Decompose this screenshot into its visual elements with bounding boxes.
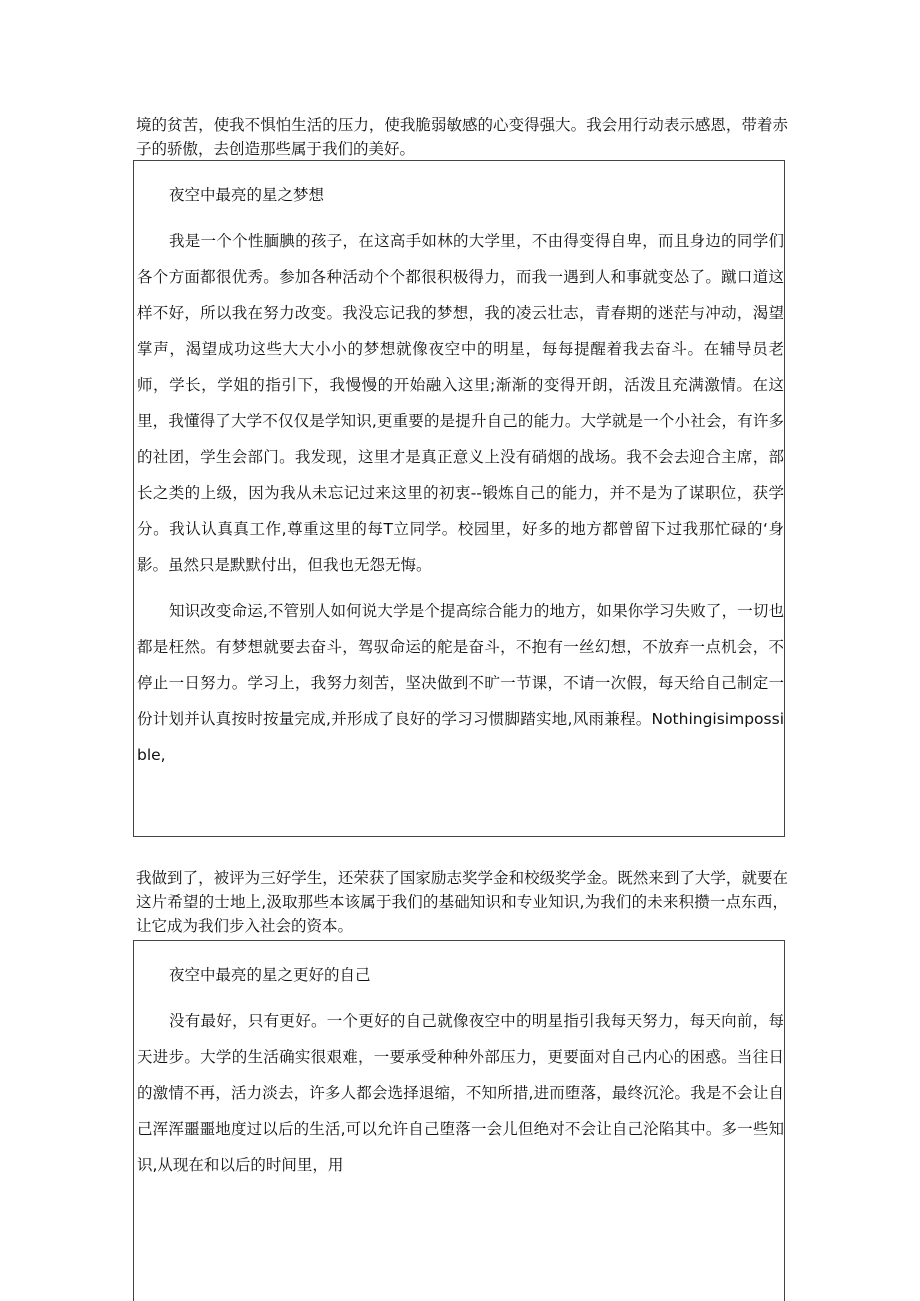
section-paragraph: 知识改变命运,不管别人如何说大学是个提高综合能力的地方，如果你学习失败了，一切也都是枉然。有梦想就要去奋斗，驾驭命运的舵是奋斗，不抱有一丝幻想，不放弃一点机会，不停止一日努力。学习上，我努力刻苦，坚决做到不旷一节课，不请一次假，每天给自己制定一份计划并认真按时按量完成,并形成了良好的学习习惯脚踏实地,风雨兼程。Nothingisimpossible,: [137, 602, 784, 764]
section-box-dream: [133, 160, 785, 837]
middle-paragraph: 我做到了，被评为三好学生，还荣获了国家励志奖学金和校级奖学金。既然来到了大学，就要在这片希望的士地上,汲取那些本该属于我们的基础知识和专业知识,为我们的未来积攒一点东西，让它成为我们步入社会的资本。: [136, 869, 788, 935]
section-box-better-self: [133, 940, 785, 1301]
section-paragraph: 没有最好，只有更好。一个更好的自己就像夜空中的明星指引我每天努力，每天向前，每天进步。大学的生活确实很艰难，一要承受种种外部压力，更要面对自己内心的困惑。当往日的激情不再，活力淡去，许多人都会选择退缩，不知所措,进而堕落，最终沉沦。我是不会让自己浑浑噩噩地度过以后的生活,可以允许自己堕落一会儿但绝对不会让自己沦陷其中。多一些知识,从现在和以后的时间里，用: [137, 1012, 784, 1174]
section-title: 夜空中最亮的星之更好的自己: [169, 966, 371, 984]
top-paragraph: 境的贫苦，使我不惧怕生活的压力，使我脆弱敏感的心变得强大。我会用行动表示感恩，带着赤子的骄傲，去创造那些属于我们的美好。: [136, 116, 788, 158]
section-paragraph: 我是一个个性腼腆的孩子，在这高手如林的大学里，不由得变得自卑，而且身边的同学们各个方面都很优秀。参加各种活动个个都很积极得力，而我一遇到人和事就变怂了。蹴口道这样不好，所以我在努力改变。我没忘记我的梦想，我的凌云壮志，青春期的迷茫与冲动，渴望掌声，渴望成功这些大大小小的梦想就像夜空中的明星，每每提醒着我去奋斗。在辅导员老师，学长，学姐的指引下，我慢慢的开始融入这里;渐渐的变得开朗，活泼且充满激情。在这里，我懂得了大学不仅仅是学知识,更重要的是提升自己的能力。大学就是一个小社会，有许多的社团，学生会部门。我发现，这里才是真正意义上没有硝烟的战场。我不会去迎合主席，部长之类的上级，因为我从未忘记过来这里的初衷--锻炼自己的能力，并不是为了谋职位，获学分。我认认真真工作,尊重这里的每T立同学。校园里，好多的地方都曾留下过我那忙碌的‘身影。虽然只是默默付出，但我也无怨无悔。: [137, 232, 784, 574]
section-title: 夜空中最亮的星之梦想: [169, 186, 325, 204]
